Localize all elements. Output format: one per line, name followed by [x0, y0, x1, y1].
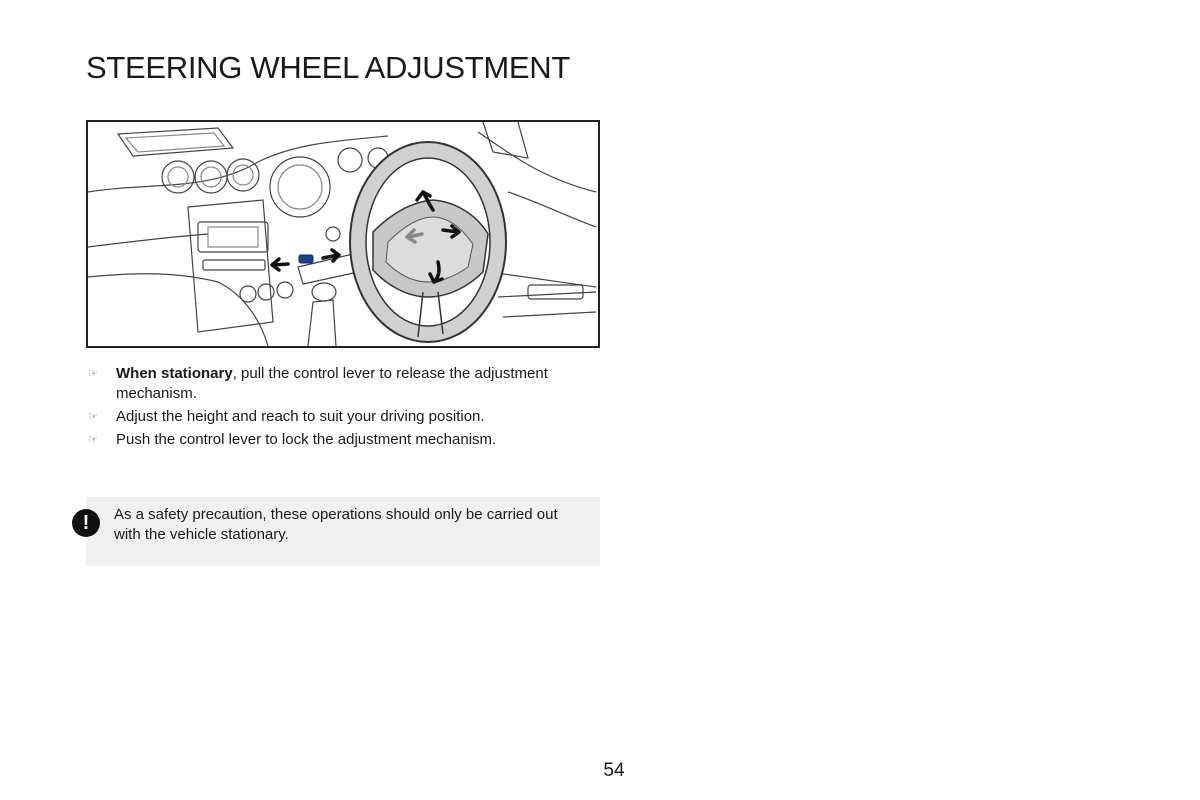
- step-1-text: , pull the control lever to release the adjustment mechanism.: [116, 365, 548, 402]
- safety-warning-box: [82, 497, 600, 566]
- pointing-hand-icon: ☞: [88, 368, 98, 380]
- page-title: STEERING WHEEL ADJUSTMENT: [86, 50, 570, 85]
- warning-text: As a safety precaution, these operations should only be carried out with the vehicle stationary.: [114, 506, 558, 543]
- pointing-hand-icon: ☞: [88, 411, 98, 423]
- page-number: 54: [603, 760, 625, 781]
- pointing-hand-icon: ☞: [88, 434, 98, 446]
- steering-wheel-illustration: [86, 120, 600, 348]
- step-2-text: Adjust the height and reach to suit your driving position.: [116, 408, 485, 425]
- instruction-list: [86, 364, 600, 453]
- step-1-bold: When stationary: [116, 365, 233, 382]
- exclamation-icon: !: [72, 509, 100, 537]
- dashboard-drawing: [88, 122, 598, 346]
- step-3-text: Push the control lever to lock the adjustment mechanism.: [116, 431, 497, 448]
- steering-wheel: [350, 142, 506, 342]
- step-2: [86, 407, 600, 427]
- step-1: [86, 364, 600, 404]
- step-3: [86, 430, 600, 450]
- control-lever: [299, 255, 313, 263]
